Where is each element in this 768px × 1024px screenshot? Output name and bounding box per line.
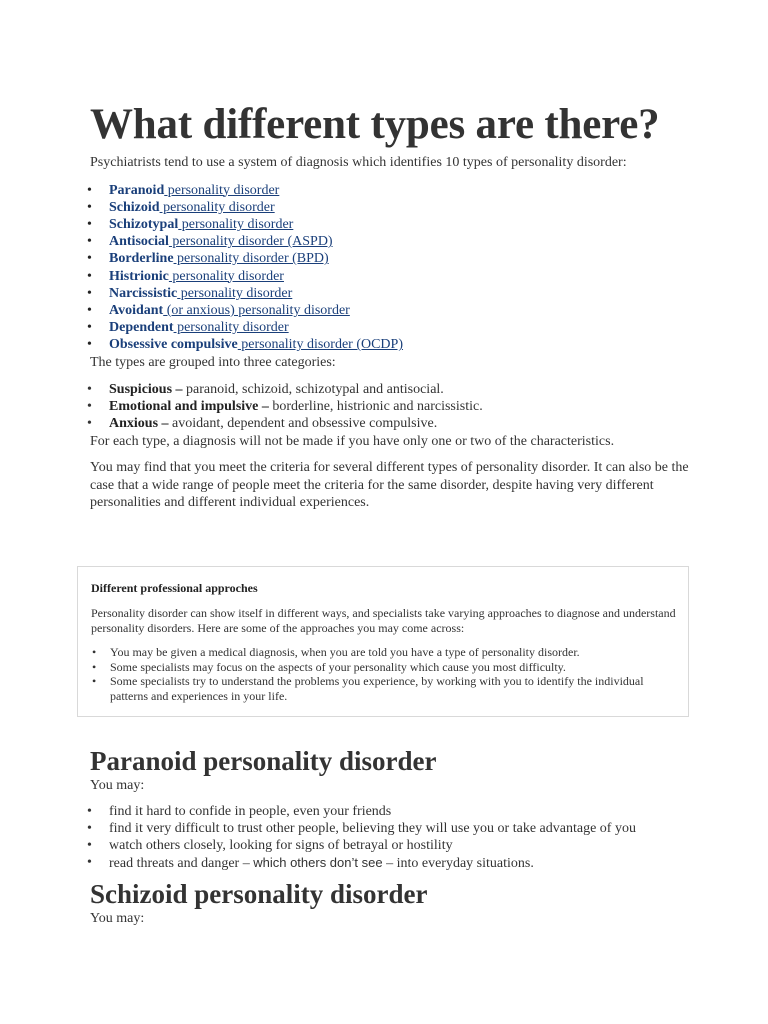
category-text: paranoid, schizoid, schizotypal and antisocial. [182,382,444,398]
type-name: Obsessive compulsive [109,337,238,353]
schizoid-section [90,878,690,928]
type-link[interactable]: personality disorder (OCDP) [237,337,403,353]
list-item: • watch others closely, looking for signs of betrayal or hostility [90,837,690,854]
type-name: Dependent [109,320,174,336]
page-title: What different types are there? [90,101,660,148]
type-name: Schizotypal [109,216,179,232]
type-name: Avoidant [109,302,164,318]
category-name: Suspicious – [109,382,183,398]
you-may-label: You may: [90,778,145,793]
list-item[interactable] [90,233,690,250]
box-title: Different professional approches [91,581,258,595]
approaches-box [77,566,689,717]
type-name: Schizoid [109,199,160,215]
list-item: • find it very difficult to trust other people, believing they will use you or take advantage of you [90,820,690,837]
type-link[interactable]: personality disorder (BPD) [173,251,329,267]
list-item [90,854,690,872]
list-item [90,398,690,415]
criteria-paragraph: You may find that you meet the criteria for several different types of personality disorder. It can also be the case that a wide range of people meet the criteria for the same disorder, despite having very different personalities and different individual experiences. [90,460,689,511]
list-item[interactable] [90,250,690,267]
category-text: avoidant, dependent and obsessive compulsive. [168,416,438,432]
box-text: Personality disorder can show itself in different ways, and specialists take varying approaches to diagnose and understand personality disorders. Here are some of the approaches you may come across: [91,606,676,635]
intro-text: Psychiatrists tend to use a system of diagnosis which identifies 10 types of personality disorder: [90,155,627,170]
article [90,100,690,512]
list-item[interactable] [90,336,690,353]
list-item: • You may be given a medical diagnosis, when you are told you have a type of personality disorder. [91,645,676,660]
symptoms-list [90,803,690,873]
list-item [90,381,690,398]
type-link[interactable]: personality disorder [173,320,289,336]
list-item[interactable] [90,216,690,233]
list-item: • find it hard to confide in people, even your friends [90,803,690,820]
type-link[interactable]: personality disorder [168,268,284,284]
list-item: • Some specialists may focus on the aspects of your personality which cause you most difficulty. [91,660,676,675]
symptom-text: which others don’t see [253,855,383,871]
type-name: Narcissistic [109,285,178,301]
category-name: Emotional and impulsive – [109,399,269,415]
section-title: Schizoid personality disorder [90,879,428,909]
type-link[interactable]: personality disorder [159,199,275,215]
type-link[interactable]: personality disorder [178,216,294,232]
symptom-text: read threats and danger – [109,856,254,872]
approaches-list [91,645,676,703]
section-title: Paranoid personality disorder [90,746,437,776]
paranoid-section [90,745,690,873]
type-link[interactable]: personality disorder (ASPD) [168,234,333,250]
list-item[interactable] [90,199,690,216]
grouped-intro: The types are grouped into three categories: [90,354,336,370]
type-link[interactable]: personality disorder [177,285,293,301]
list-item[interactable] [90,285,690,302]
type-link[interactable]: (or anxious) personality disorder [163,302,350,318]
symptom-text: – into everyday situations. [382,856,534,872]
types-list [90,182,690,354]
categories-list [90,381,690,433]
list-item: • Some specialists try to understand the problems you experience, by working with you to identify the individual patterns and experiences in your life. [91,674,676,703]
list-item [90,415,690,432]
you-may-label: You may: [90,911,145,926]
type-link[interactable]: personality disorder [164,182,280,198]
list-item[interactable] [90,268,690,285]
type-name: Paranoid [109,182,165,198]
type-name: Histrionic [109,268,169,284]
list-item[interactable] [90,319,690,336]
each-type-note: For each type, a diagnosis will not be made if you have only one or two of the characteristics. [90,433,615,449]
category-text: borderline, histrionic and narcissistic. [268,399,483,415]
category-name: Anxious – [109,416,169,432]
list-item[interactable] [90,302,690,319]
type-name: Antisocial [109,234,169,250]
type-name: Borderline [109,251,174,267]
list-item[interactable] [90,182,690,199]
